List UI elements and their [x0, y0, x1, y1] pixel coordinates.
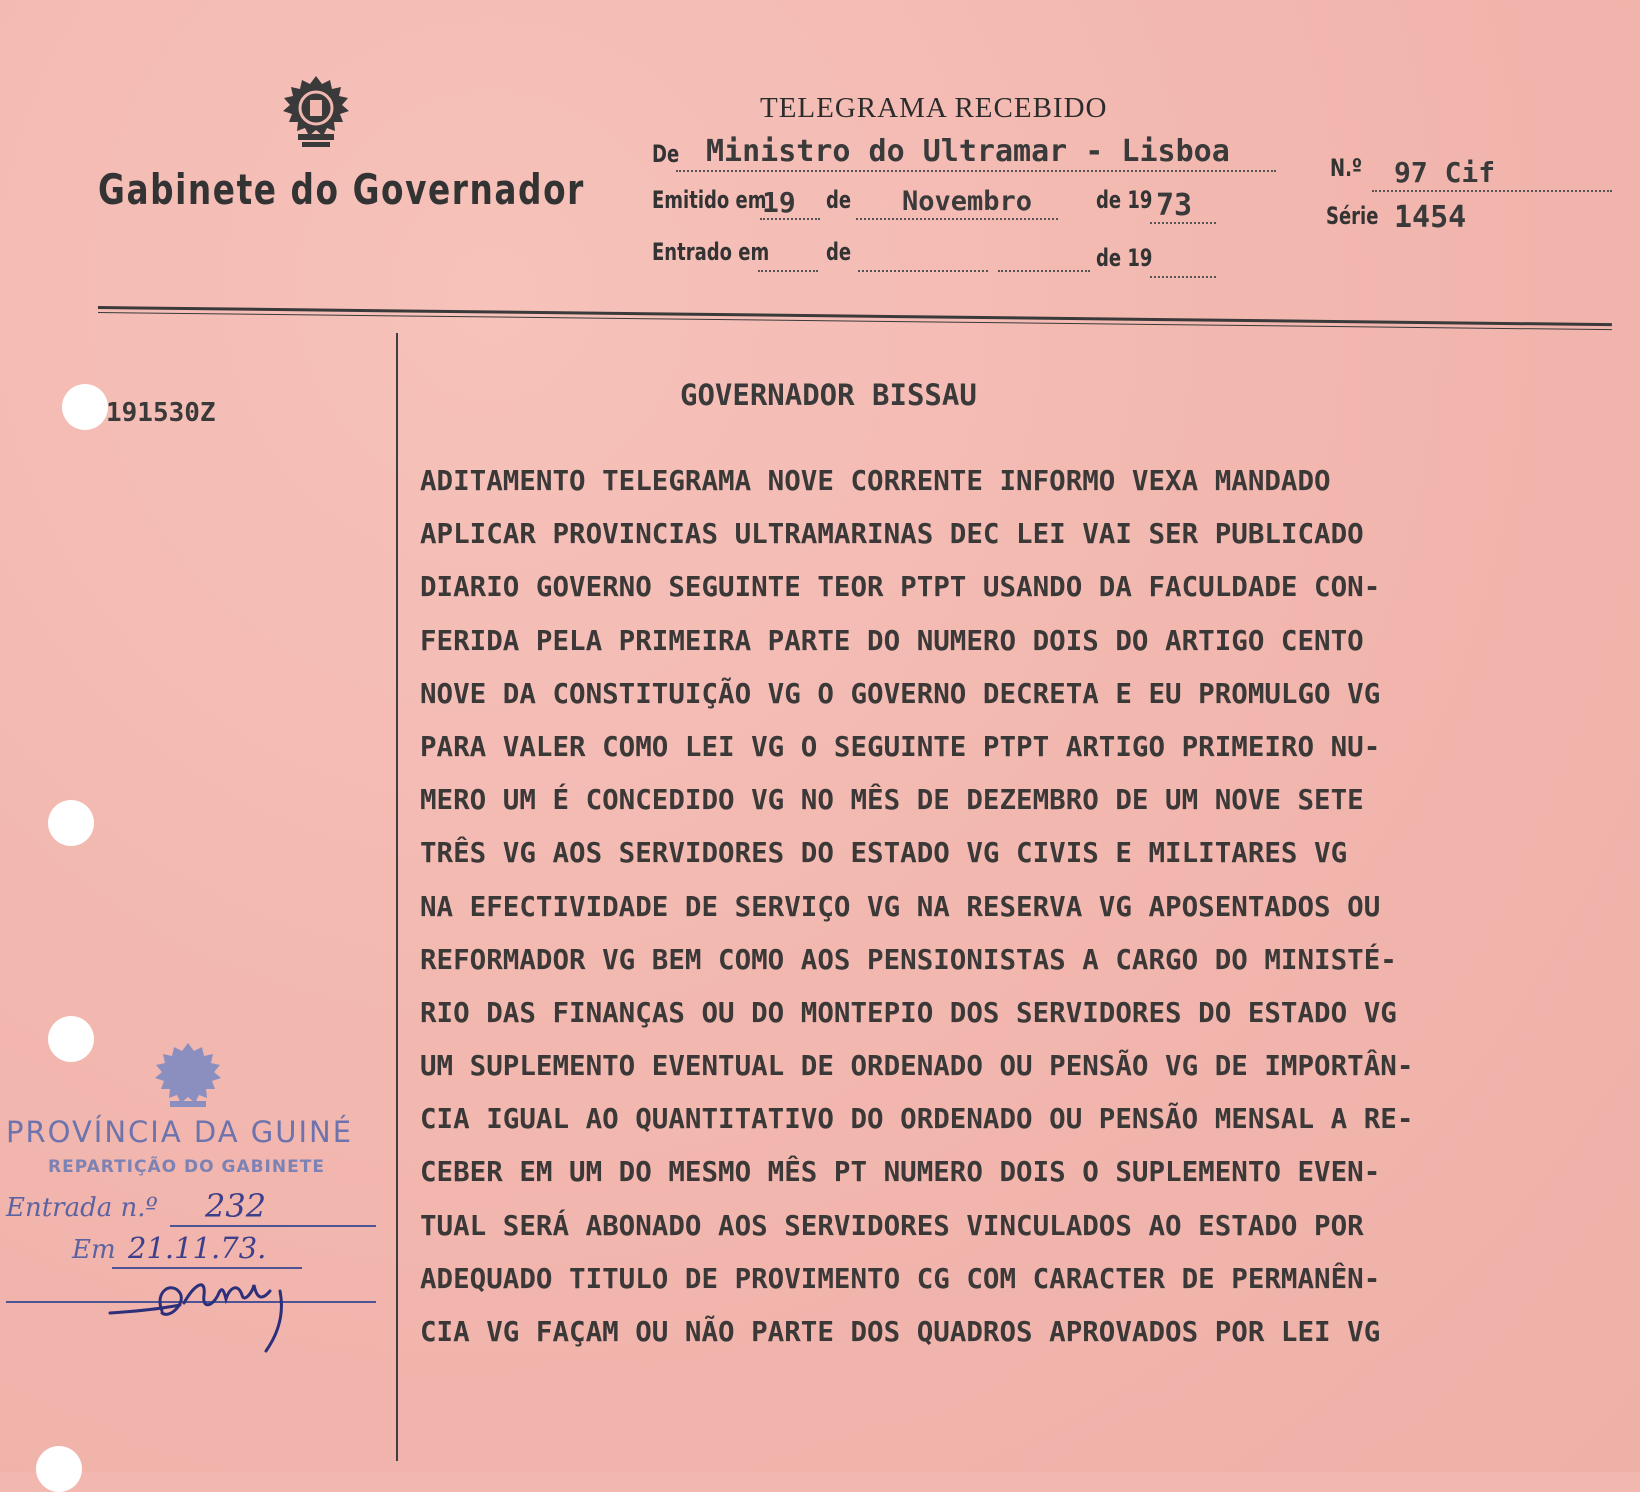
message-line: MERO UM É CONCEDIDO VG NO MÊS DE DEZEMBRO DE UM NOVE SETE — [420, 784, 1364, 817]
registry-stamp — [0, 1035, 390, 1365]
addressee: GOVERNADOR BISSAU — [680, 378, 977, 412]
message-line: DIARIO GOVERNO SEGUINTE TEOR PTPT USANDO DA FACULDADE CON- — [420, 571, 1381, 604]
series-label: Série — [1326, 202, 1379, 230]
issued-month-dotted — [856, 218, 1058, 220]
issued-year-prefix: de 19 — [1096, 186, 1153, 214]
received-month-dotted-1 — [858, 270, 988, 272]
office-name: Gabinete do Governador — [98, 165, 585, 214]
message-line: CIA IGUAL AO QUANTITATIVO DO ORDENADO OU PENSÃO MENSAL A RE- — [420, 1103, 1414, 1136]
message-line: FERIDA PELA PRIMEIRA PARTE DO NUMERO DOIS DO ARTIGO CENTO — [420, 624, 1364, 657]
issued-label: Emitido em — [652, 186, 767, 214]
received-year-prefix: de 19 — [1096, 244, 1153, 272]
number-label: N.º — [1330, 154, 1363, 182]
message-line: ADITAMENTO TELEGRAMA NOVE CORRENTE INFORMO VEXA MANDADO — [420, 465, 1331, 497]
issued-de-label: de — [826, 186, 852, 214]
margin-rule — [396, 333, 398, 1461]
handwritten-signature — [100, 1251, 330, 1361]
form-title: TELEGRAMA RECEBIDO — [760, 92, 1108, 124]
stamp-crest-icon — [140, 1041, 236, 1123]
stamp-date-label: Em — [72, 1235, 116, 1265]
coat-of-arms-icon — [268, 74, 364, 156]
issued-month: Novembro — [902, 186, 1033, 217]
from-label: De — [652, 140, 680, 168]
number-dotted-line — [1372, 190, 1612, 192]
message-body — [420, 455, 1590, 1359]
stamp-entry-number: 232 — [205, 1187, 267, 1225]
punch-hole-4 — [36, 1446, 82, 1492]
issued-day: 19 — [762, 186, 796, 219]
punch-hole-2 — [48, 800, 94, 846]
message-line: TUAL SERÁ ABONADO AOS SERVIDORES VINCULADOS AO ESTADO POR — [420, 1209, 1364, 1242]
message-line: CIA VG FAÇAM OU NÃO PARTE DOS QUADROS APROVADOS POR LEI VG — [420, 1316, 1381, 1348]
message-line: NOVE DA CONSTITUIÇÃO VG O GOVERNO DECRETA E EU PROMULGO VG — [420, 677, 1381, 710]
issued-year: 73 — [1156, 188, 1193, 223]
series-value: 1454 — [1394, 200, 1467, 235]
stamp-entry-label: Entrada n.º — [6, 1193, 158, 1223]
message-line: RIO DAS FINANÇAS OU DO MONTEPIO DOS SERVIDORES DO ESTADO VG — [420, 996, 1397, 1029]
received-month-dotted-2 — [998, 270, 1090, 272]
number-value: 97 Cif — [1394, 156, 1496, 189]
stamp-date: 21.11.73. — [128, 1231, 267, 1265]
message-line: UM SUPLEMENTO EVENTUAL DE ORDENADO OU PENSÃO VG DE IMPORTÂN- — [420, 1050, 1414, 1083]
message-line: ADEQUADO TITULO DE PROVIMENTO CG COM CARACTER DE PERMANÊN- — [420, 1262, 1381, 1295]
received-year-dotted — [1150, 276, 1216, 278]
from-dotted-line — [676, 170, 1276, 172]
received-day-dotted — [758, 270, 818, 272]
message-line: NA EFECTIVIDADE DE SERVIÇO VG NA RESERVA VG APOSENTADOS OU — [420, 890, 1381, 923]
date-time-group: 191530Z — [106, 398, 216, 428]
punch-hole-1 — [62, 384, 108, 430]
stamp-province: PROVÍNCIA DA GUINÉ — [6, 1115, 354, 1149]
received-de-label: de — [826, 238, 852, 266]
message-line: PARA VALER COMO LEI VG O SEGUINTE PTPT ARTIGO PRIMEIRO NU- — [420, 730, 1381, 763]
stamp-department: REPARTIÇÃO DO GABINETE — [48, 1157, 325, 1177]
from-value: Ministro do Ultramar - Lisboa — [706, 134, 1230, 169]
stamp-entry-underline — [170, 1225, 376, 1227]
header-separator — [98, 306, 1612, 326]
received-label: Entrado em — [652, 238, 770, 266]
message-line: CEBER EM UM DO MESMO MÊS PT NUMERO DOIS O SUPLEMENTO EVEN- — [420, 1156, 1381, 1189]
message-line: TRÊS VG AOS SERVIDORES DO ESTADO VG CIVIS E MILITARES VG — [420, 837, 1348, 870]
message-line: REFORMADOR VG BEM COMO AOS PENSIONISTAS A CARGO DO MINISTÉ- — [420, 943, 1397, 976]
message-line: APLICAR PROVINCIAS ULTRAMARINAS DEC LEI VAI SER PUBLICADO — [420, 518, 1364, 551]
